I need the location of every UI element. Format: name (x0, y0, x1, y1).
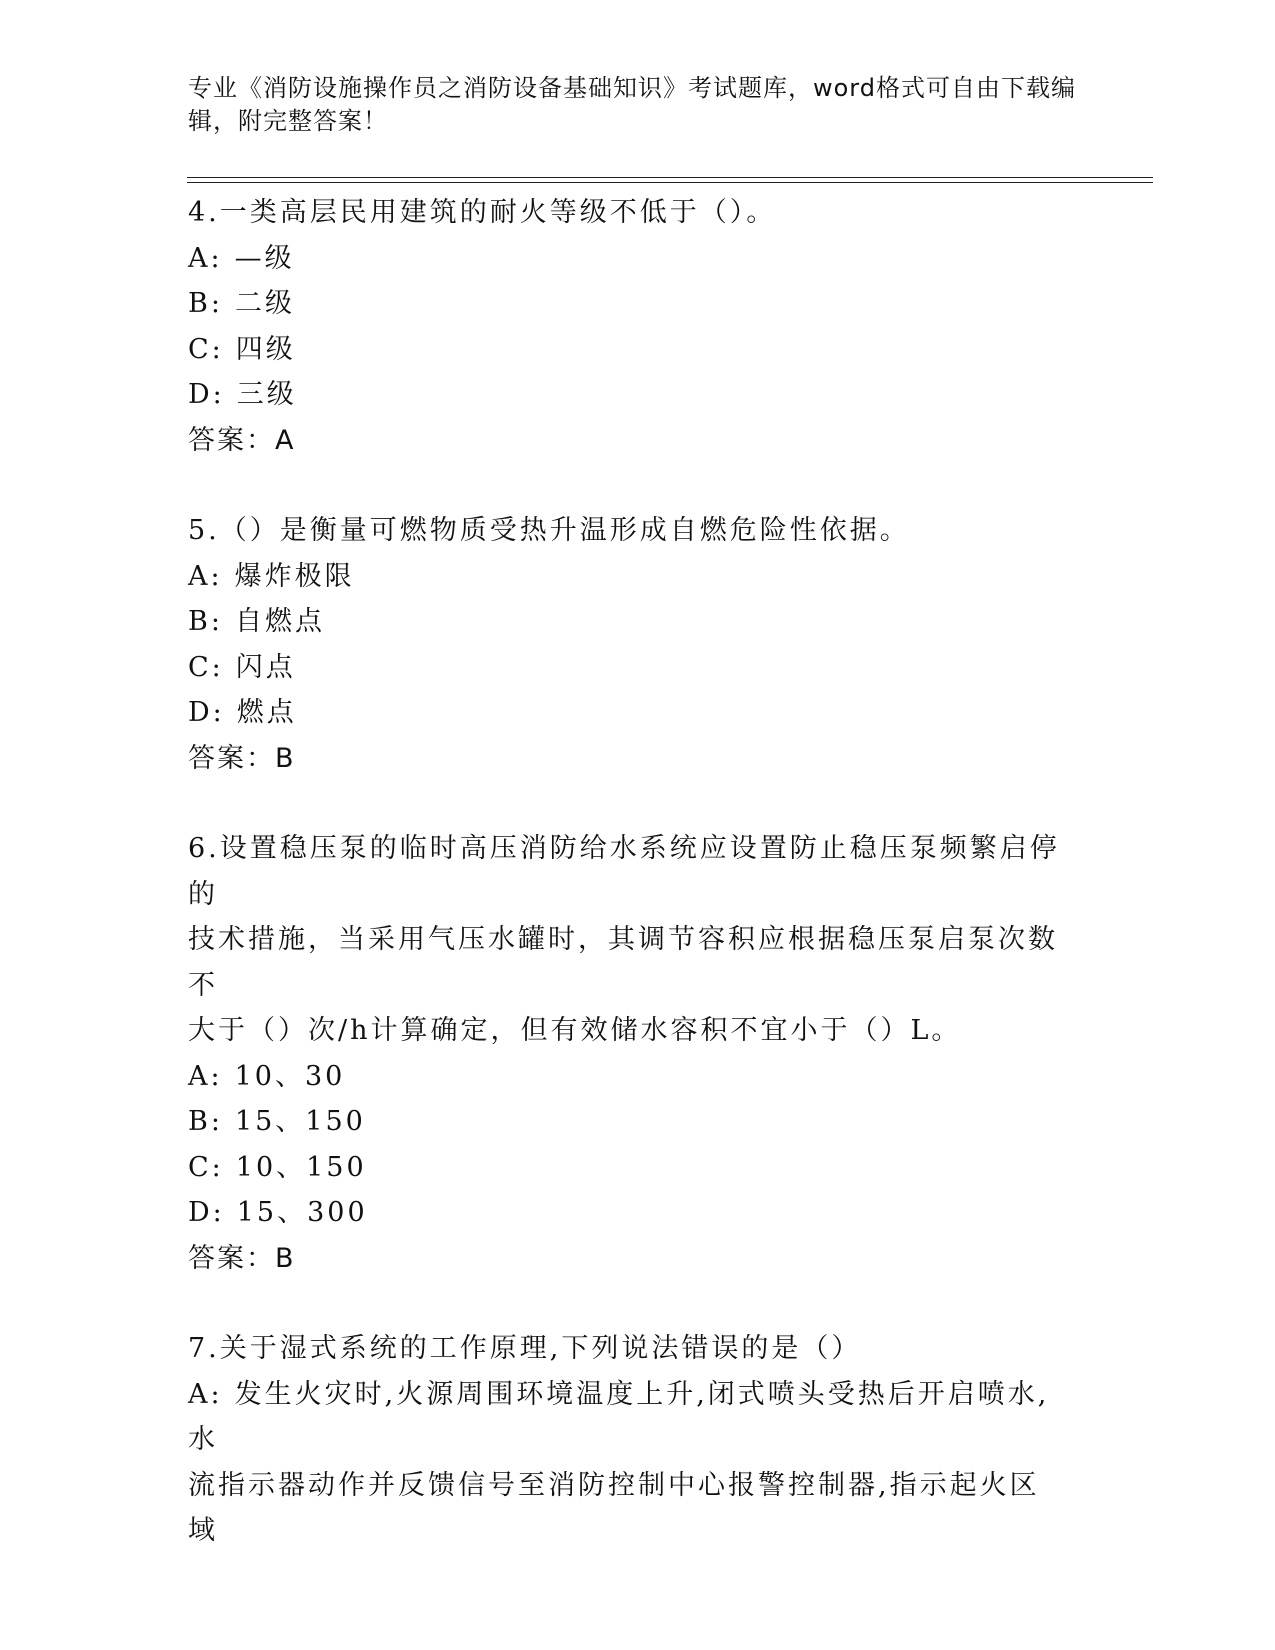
question-stem-line-3: 大于（）次/h计算确定，但有效储水容积不宜小于（）L。 (188, 1015, 962, 1046)
option-d: D: 15、300 (188, 1197, 368, 1228)
answer-line: 答案：A (188, 424, 296, 456)
document-header (188, 72, 1088, 138)
question-stem: 4.一类高层民用建筑的耐火等级不低于（）。 (188, 197, 777, 228)
option-a: A: 爆炸极限 (188, 560, 355, 592)
header-divider-bottom (187, 182, 1153, 183)
answer-line: 答案：B (188, 1242, 296, 1274)
question-stem-line-2: 技术措施，当采用气压水罐时，其调节容积应根据稳压泵启泵次数不 (188, 924, 1058, 1001)
option-b: B: 二级 (188, 288, 295, 319)
question-7 (188, 1326, 1068, 1554)
option-a: A: 发生火灾时,火源周围环境温度上升,闭式喷头受热后开启喷水,水 (188, 1378, 1050, 1455)
option-d: D: 燃点 (188, 697, 297, 728)
option-a: A: —级 (188, 242, 295, 274)
question-stem-line-1: 6.设置稳压泵的临时高压消防给水系统应设置防止稳压泵频繁启停的 (188, 833, 1060, 910)
question-5 (188, 508, 1068, 781)
answer-line: 答案：B (188, 742, 296, 774)
option-a-continued: 流指示器动作并反馈信号至消防控制中心报警控制器,指示起火区域 (188, 1469, 1040, 1546)
option-d: D: 三级 (188, 379, 297, 410)
question-stem: 7.关于湿式系统的工作原理,下列说法错误的是（） (188, 1333, 862, 1364)
question-stem: 5.（）是衡量可燃物质受热升温形成自燃危险性依据。 (188, 515, 910, 546)
question-4 (188, 190, 1068, 463)
option-b: B: 自燃点 (188, 606, 325, 637)
header-line-2: 辑，附完整答案！ (188, 107, 388, 135)
option-c: C: 10、150 (188, 1151, 367, 1183)
question-6 (188, 826, 1068, 1281)
option-c: C: 闪点 (188, 651, 296, 683)
option-a: A: 10、30 (188, 1060, 346, 1092)
header-divider-top (187, 177, 1153, 178)
option-c: C: 四级 (188, 333, 296, 365)
option-b: B: 15、150 (188, 1106, 366, 1137)
header-line-1: 专业《消防设施操作员之消防设备基础知识》考试题库，word格式可自由下载编 (188, 74, 1076, 102)
question-list (188, 190, 1068, 1599)
